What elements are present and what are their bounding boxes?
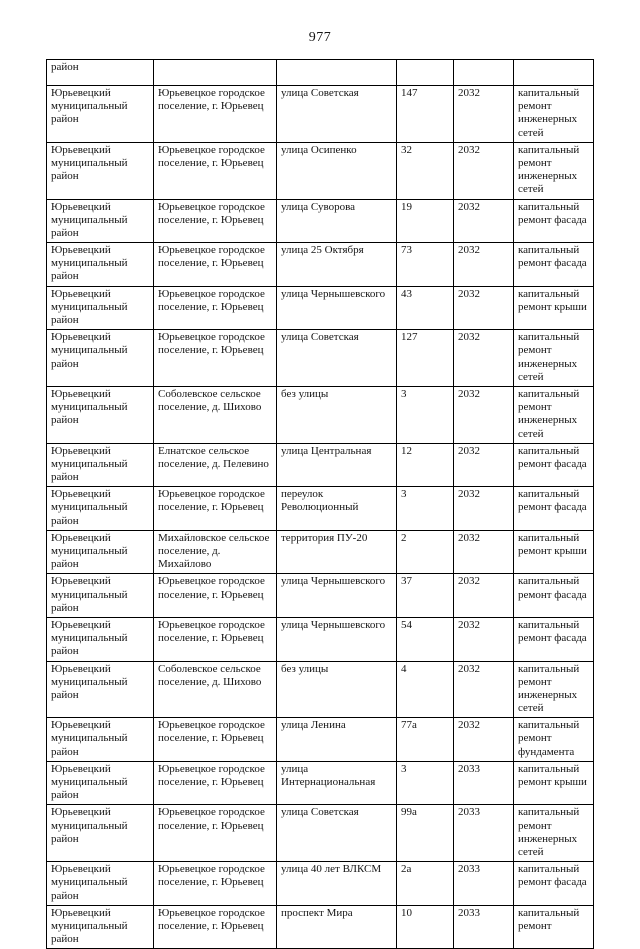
cell-year: 2032 <box>454 142 514 199</box>
cell-house_number: 37 <box>397 574 454 618</box>
cell-house_number: 127 <box>397 330 454 387</box>
table-row <box>47 530 594 574</box>
cell-house_number: 3 <box>397 761 454 805</box>
cell-settlement: Юрьевецкое городское поселение, г. Юрьевец <box>154 574 277 618</box>
cell-house_number: 147 <box>397 86 454 143</box>
table-row <box>47 142 594 199</box>
cell-repair_type: капитальный ремонт крыши <box>514 286 594 330</box>
table-row <box>47 86 594 143</box>
cell-street: улица Чернышевского <box>277 286 397 330</box>
cell-street: улица Интернациональная <box>277 761 397 805</box>
cell-house_number: 54 <box>397 617 454 661</box>
cell-district: Юрьевецкий муниципальный район <box>47 86 154 143</box>
table-row <box>47 862 594 906</box>
cell-house_number: 43 <box>397 286 454 330</box>
cell-house_number: 2 <box>397 530 454 574</box>
cell-street: улица Суворова <box>277 199 397 243</box>
cell-settlement: Юрьевецкое городское поселение, г. Юрьевец <box>154 617 277 661</box>
table-row <box>47 243 594 287</box>
cell-street: улица 40 лет ВЛКСМ <box>277 862 397 906</box>
table-row <box>47 199 594 243</box>
cell-district: Юрьевецкий муниципальный район <box>47 805 154 862</box>
cell-street: без улицы <box>277 661 397 718</box>
cell-house_number: 77а <box>397 718 454 762</box>
cell-street: проспект Мира <box>277 905 397 949</box>
cell-year: 2032 <box>454 487 514 531</box>
cell-district: Юрьевецкий муниципальный район <box>47 661 154 718</box>
cell-settlement: Юрьевецкое городское поселение, г. Юрьевец <box>154 805 277 862</box>
cell-year <box>454 60 514 86</box>
cell-repair_type: капитальный ремонт фасада <box>514 617 594 661</box>
cell-repair_type: капитальный ремонт фасада <box>514 199 594 243</box>
cell-repair_type: капитальный ремонт инженерных сетей <box>514 86 594 143</box>
cell-street: переулок Революционный <box>277 487 397 531</box>
schedule-table-body <box>47 60 594 949</box>
cell-settlement: Соболевское сельское поселение, д. Шихово <box>154 386 277 443</box>
cell-street: улица Ленина <box>277 718 397 762</box>
cell-year: 2032 <box>454 530 514 574</box>
cell-settlement: Юрьевецкое городское поселение, г. Юрьевец <box>154 199 277 243</box>
cell-repair_type: капитальный ремонт фундамента <box>514 718 594 762</box>
cell-street: территория ПУ-20 <box>277 530 397 574</box>
cell-street: улица Советская <box>277 330 397 387</box>
cell-street: без улицы <box>277 386 397 443</box>
table-row <box>47 60 594 86</box>
cell-repair_type: капитальный ремонт инженерных сетей <box>514 386 594 443</box>
cell-settlement <box>154 60 277 86</box>
cell-year: 2032 <box>454 718 514 762</box>
table-row <box>47 286 594 330</box>
cell-repair_type: капитальный ремонт <box>514 905 594 949</box>
cell-district: Юрьевецкий муниципальный район <box>47 905 154 949</box>
cell-street: улица 25 Октября <box>277 243 397 287</box>
table-row <box>47 805 594 862</box>
cell-year: 2032 <box>454 286 514 330</box>
cell-settlement: Елнатское сельское поселение, д. Пелевино <box>154 443 277 487</box>
cell-house_number: 99а <box>397 805 454 862</box>
cell-street: улица Советская <box>277 86 397 143</box>
cell-house_number: 3 <box>397 487 454 531</box>
cell-repair_type: капитальный ремонт фасада <box>514 862 594 906</box>
table-row <box>47 487 594 531</box>
cell-repair_type: капитальный ремонт фасада <box>514 243 594 287</box>
cell-district: Юрьевецкий муниципальный район <box>47 243 154 287</box>
cell-street: улица Чернышевского <box>277 574 397 618</box>
cell-house_number: 10 <box>397 905 454 949</box>
repair-schedule-table <box>46 59 594 949</box>
cell-repair_type: капитальный ремонт фасада <box>514 443 594 487</box>
cell-settlement: Юрьевецкое городское поселение, г. Юрьевец <box>154 761 277 805</box>
cell-district: Юрьевецкий муниципальный район <box>47 617 154 661</box>
cell-district: Юрьевецкий муниципальный район <box>47 761 154 805</box>
cell-district: Юрьевецкий муниципальный район <box>47 386 154 443</box>
table-row <box>47 386 594 443</box>
cell-house_number: 4 <box>397 661 454 718</box>
page-number: 977 <box>308 30 332 45</box>
cell-settlement: Юрьевецкое городское поселение, г. Юрьевец <box>154 862 277 906</box>
cell-street: улица Осипенко <box>277 142 397 199</box>
table-row <box>47 661 594 718</box>
cell-year: 2032 <box>454 243 514 287</box>
cell-district: Юрьевецкий муниципальный район <box>47 530 154 574</box>
cell-house_number <box>397 60 454 86</box>
cell-year: 2032 <box>454 86 514 143</box>
cell-repair_type: капитальный ремонт фасада <box>514 487 594 531</box>
cell-year: 2033 <box>454 805 514 862</box>
table-row <box>47 761 594 805</box>
cell-year: 2033 <box>454 761 514 805</box>
cell-house_number: 12 <box>397 443 454 487</box>
cell-year: 2032 <box>454 661 514 718</box>
cell-house_number: 19 <box>397 199 454 243</box>
cell-house_number: 73 <box>397 243 454 287</box>
table-row <box>47 574 594 618</box>
cell-house_number: 32 <box>397 142 454 199</box>
cell-settlement: Юрьевецкое городское поселение, г. Юрьевец <box>154 86 277 143</box>
cell-settlement: Михайловское сельское поселение, д. Михайлово <box>154 530 277 574</box>
cell-district: Юрьевецкий муниципальный район <box>47 862 154 906</box>
cell-year: 2032 <box>454 574 514 618</box>
cell-settlement: Юрьевецкое городское поселение, г. Юрьевец <box>154 286 277 330</box>
cell-street: улица Центральная <box>277 443 397 487</box>
cell-year: 2033 <box>454 905 514 949</box>
cell-settlement: Юрьевецкое городское поселение, г. Юрьевец <box>154 487 277 531</box>
cell-street <box>277 60 397 86</box>
cell-house_number: 3 <box>397 386 454 443</box>
table-row <box>47 330 594 387</box>
cell-year: 2033 <box>454 862 514 906</box>
cell-street: улица Чернышевского <box>277 617 397 661</box>
table-row <box>47 718 594 762</box>
cell-settlement: Юрьевецкое городское поселение, г. Юрьевец <box>154 142 277 199</box>
cell-district: Юрьевецкий муниципальный район <box>47 487 154 531</box>
cell-house_number: 2а <box>397 862 454 906</box>
table-row <box>47 617 594 661</box>
cell-repair_type: капитальный ремонт крыши <box>514 530 594 574</box>
cell-repair_type: капитальный ремонт инженерных сетей <box>514 805 594 862</box>
table-row <box>47 905 594 949</box>
cell-settlement: Соболевское сельское поселение, д. Шихово <box>154 661 277 718</box>
cell-street: улица Советская <box>277 805 397 862</box>
cell-year: 2032 <box>454 199 514 243</box>
cell-repair_type <box>514 60 594 86</box>
cell-district: район <box>47 60 154 86</box>
cell-settlement: Юрьевецкое городское поселение, г. Юрьевец <box>154 718 277 762</box>
cell-repair_type: капитальный ремонт крыши <box>514 761 594 805</box>
table-row <box>47 443 594 487</box>
cell-district: Юрьевецкий муниципальный район <box>47 718 154 762</box>
cell-repair_type: капитальный ремонт инженерных сетей <box>514 330 594 387</box>
cell-settlement: Юрьевецкое городское поселение, г. Юрьевец <box>154 243 277 287</box>
cell-district: Юрьевецкий муниципальный район <box>47 574 154 618</box>
cell-year: 2032 <box>454 330 514 387</box>
cell-year: 2032 <box>454 443 514 487</box>
cell-district: Юрьевецкий муниципальный район <box>47 142 154 199</box>
cell-repair_type: капитальный ремонт инженерных сетей <box>514 661 594 718</box>
cell-repair_type: капитальный ремонт фасада <box>514 574 594 618</box>
cell-year: 2032 <box>454 386 514 443</box>
cell-settlement: Юрьевецкое городское поселение, г. Юрьевец <box>154 905 277 949</box>
cell-district: Юрьевецкий муниципальный район <box>47 199 154 243</box>
cell-district: Юрьевецкий муниципальный район <box>47 286 154 330</box>
cell-district: Юрьевецкий муниципальный район <box>47 443 154 487</box>
cell-settlement: Юрьевецкое городское поселение, г. Юрьевец <box>154 330 277 387</box>
cell-repair_type: капитальный ремонт инженерных сетей <box>514 142 594 199</box>
cell-district: Юрьевецкий муниципальный район <box>47 330 154 387</box>
cell-year: 2032 <box>454 617 514 661</box>
